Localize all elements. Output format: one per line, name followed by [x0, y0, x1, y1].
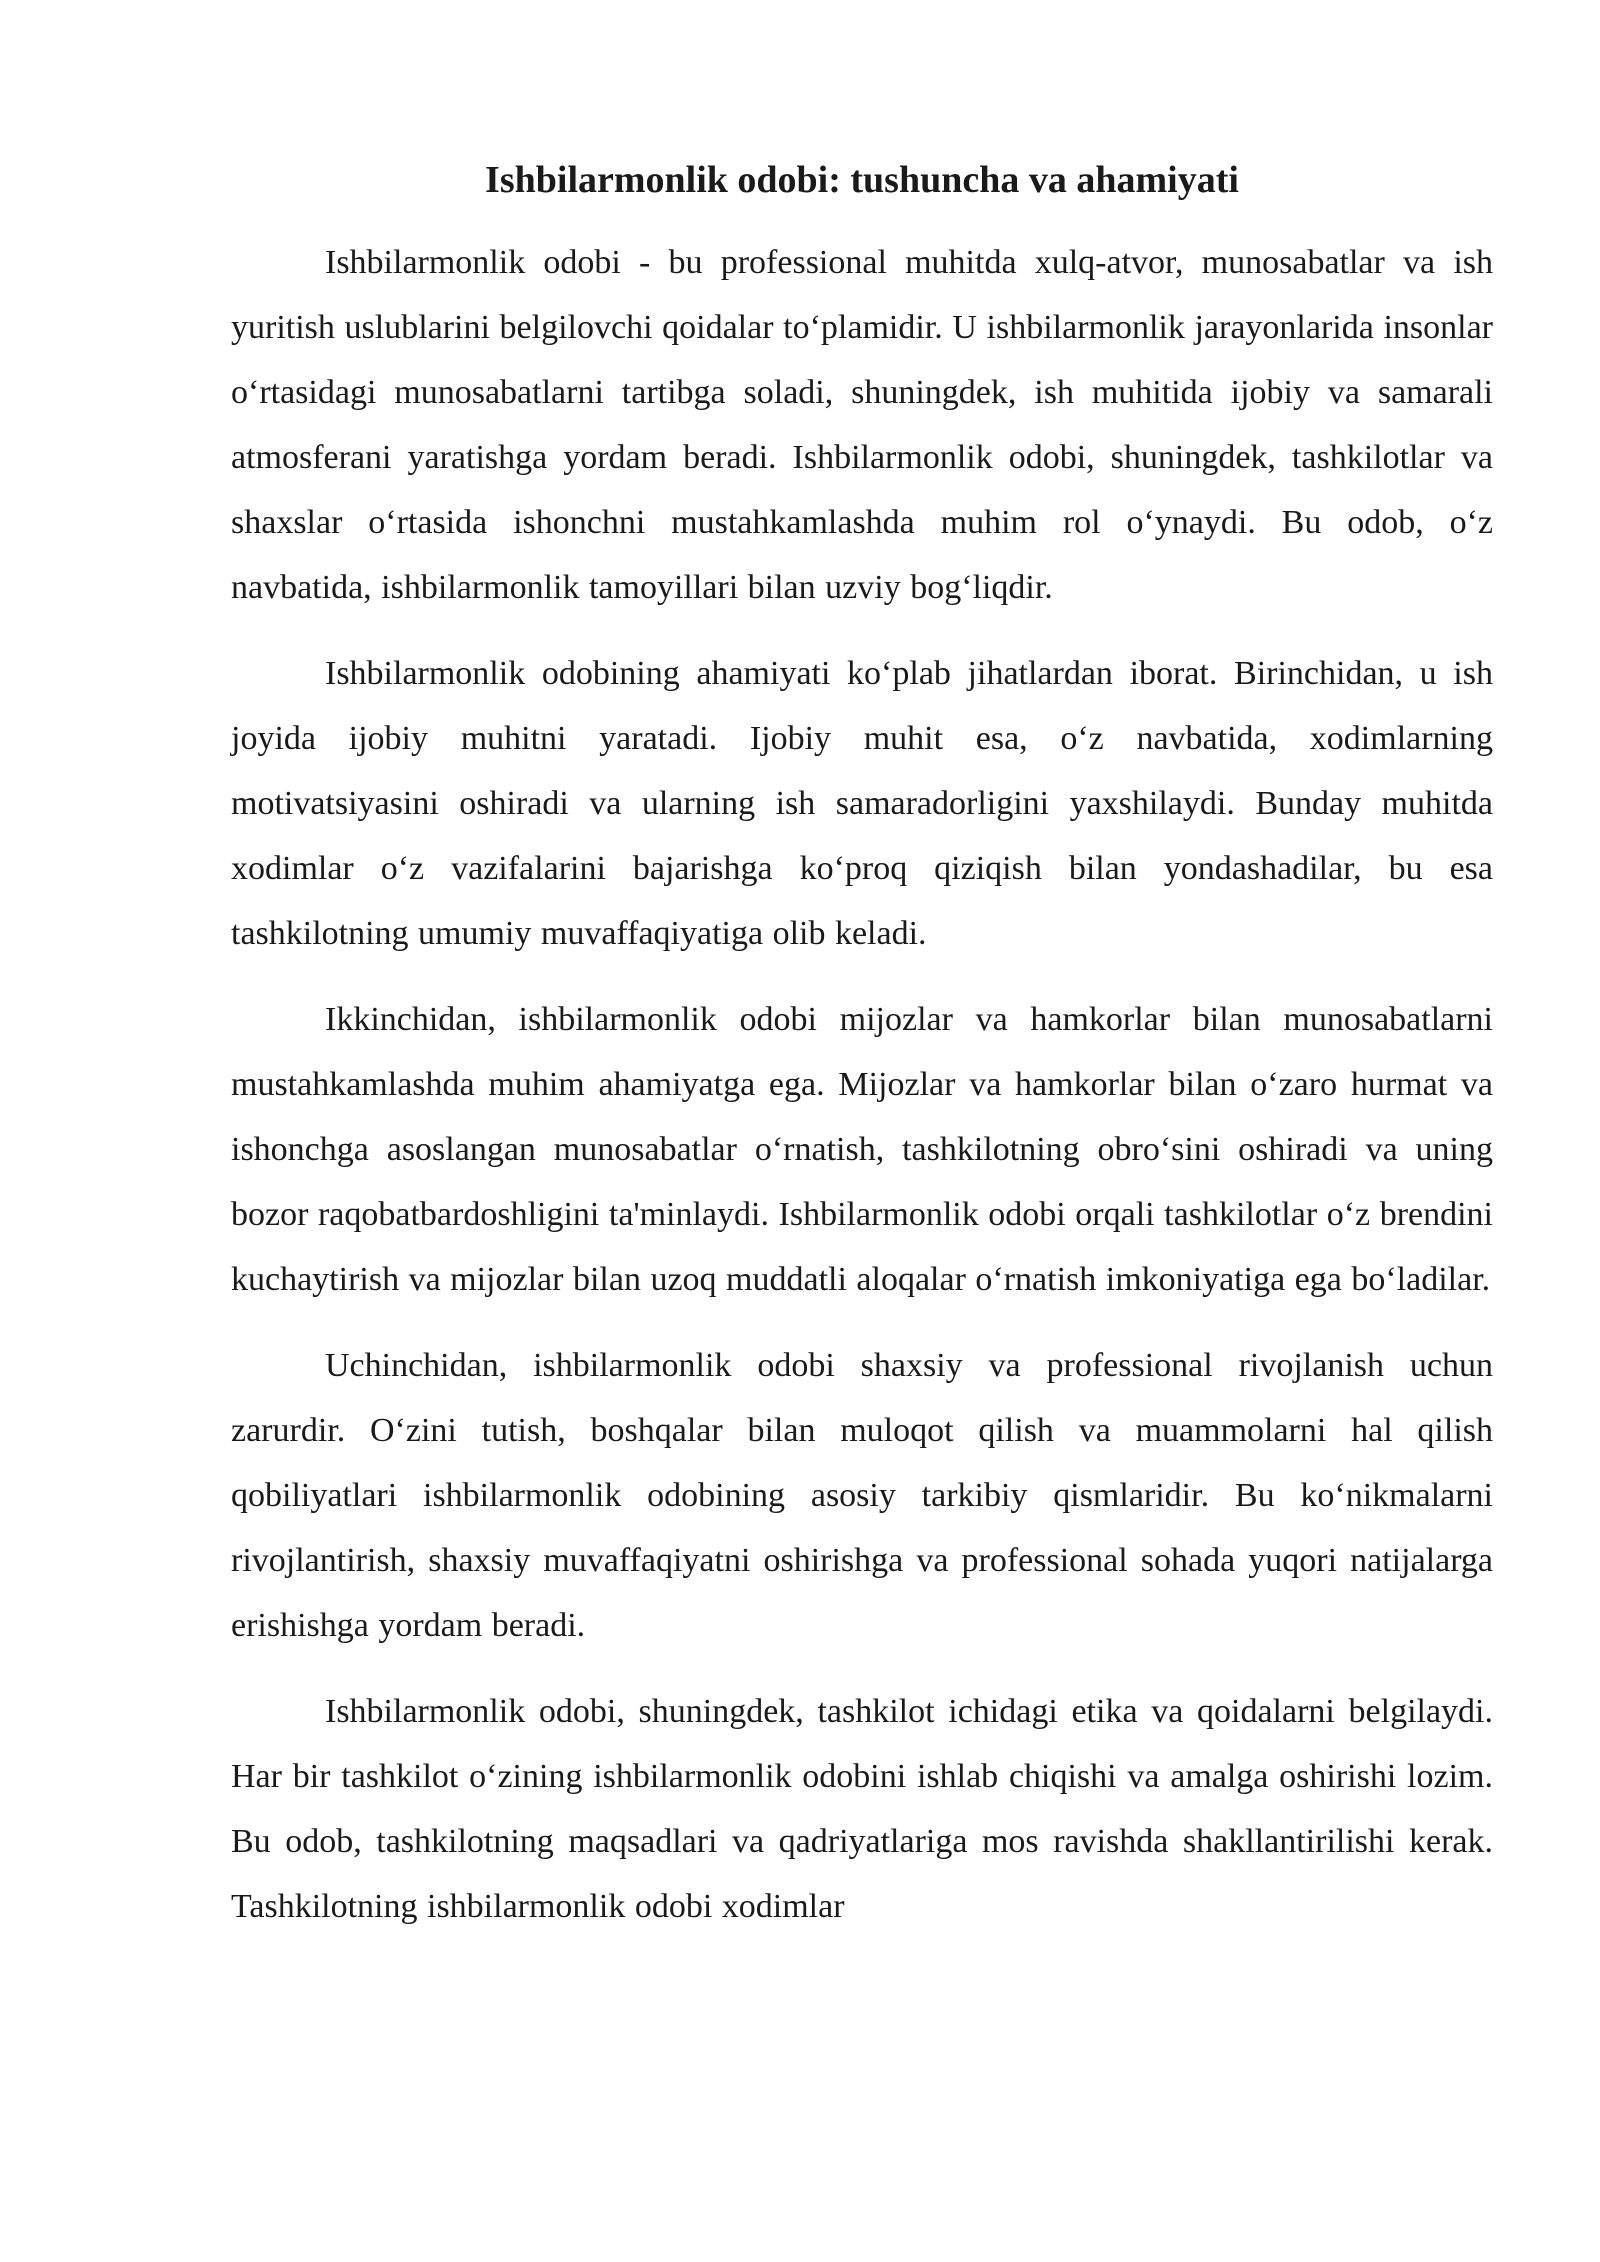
- paragraph-organization-ethics: Ishbilarmonlik odobi, shuningdek, tashkilot ichidagi etika va qoidalarni belgilaydi. Har bir tashkilot o‘zining ishbilarmonlik odobini ishlab chiqishi va amalga oshirishi lozim. Bu odob, tashkilotning maqsadlari va qadriyatlariga mos ravishda shakllantirilishi kerak. Tashkilotning ishbilarmonlik odobi xodimlar: [231, 1693, 1493, 1925]
- paragraph-third-point: Uchinchidan, ishbilarmonlik odobi shaxsiy va professional rivojlanish uchun zarurdir. O‘zini tutish, boshqalar bilan muloqot qilish va muammolarni hal qilish qobiliyatlari ishbilarmonlik odobining asosiy tarkibiy qismlaridir. Bu ko‘nikmalarni rivojlantirish, shaxsiy muvaffaqiyatni oshirishga va professional sohada yuqori natijalarga erishishga yordam beradi.: [231, 1347, 1493, 1644]
- document-title: Ishbilarmonlik odobi: tushuncha va ahamiyati: [485, 159, 1239, 201]
- paragraph-definition: Ishbilarmonlik odobi - bu professional muhitda xulq-atvor, munosabatlar va ish yuritish uslublarini belgilovchi qoidalar to‘plamidir. U ishbilarmonlik jarayonlarida insonlar o‘rtasidagi munosabatlarni tartibga soladi, shuningdek, ish muhitida ijobiy va samarali atmosferani yaratishga yordam beradi. Ishbilarmonlik odobi, shuningdek, tashkilotlar va shaxslar o‘rtasida ishonchni mustahkamlashda muhim rol o‘ynaydi. Bu odob, o‘z navbatida, ishbilarmonlik tamoyillari bilan uzviy bog‘liqdir.: [231, 244, 1493, 606]
- paragraph-importance: Ishbilarmonlik odobining ahamiyati ko‘plab jihatlardan iborat. Birinchidan, u ish joyida ijobiy muhitni yaratadi. Ijobiy muhit esa, o‘z navbatida, xodimlarning motivatsiyasini oshiradi va ularning ish samaradorligini yaxshilaydi. Bunday muhitda xodimlar o‘z vazifalarini bajarishga ko‘proq qiziqish bilan yondashadilar, bu esa tashkilotning umumiy muvaffaqiyatiga olib keladi.: [231, 655, 1493, 952]
- paragraph-second-point: Ikkinchidan, ishbilarmonlik odobi mijozlar va hamkorlar bilan munosabatlarni mustahkamlashda muhim ahamiyatga ega. Mijozlar va hamkorlar bilan o‘zaro hurmat va ishonchga asoslangan munosabatlar o‘rnatish, tashkilotning obro‘sini oshiradi va uning bozor raqobatbardoshligini ta'minlaydi. Ishbilarmonlik odobi orqali tashkilotlar o‘z brendini kuchaytirish va mijozlar bilan uzoq muddatli aloqalar o‘rnatish imkoniyatiga ega bo‘ladilar.: [231, 1001, 1493, 1298]
- document-body: [231, 150, 1493, 1939]
